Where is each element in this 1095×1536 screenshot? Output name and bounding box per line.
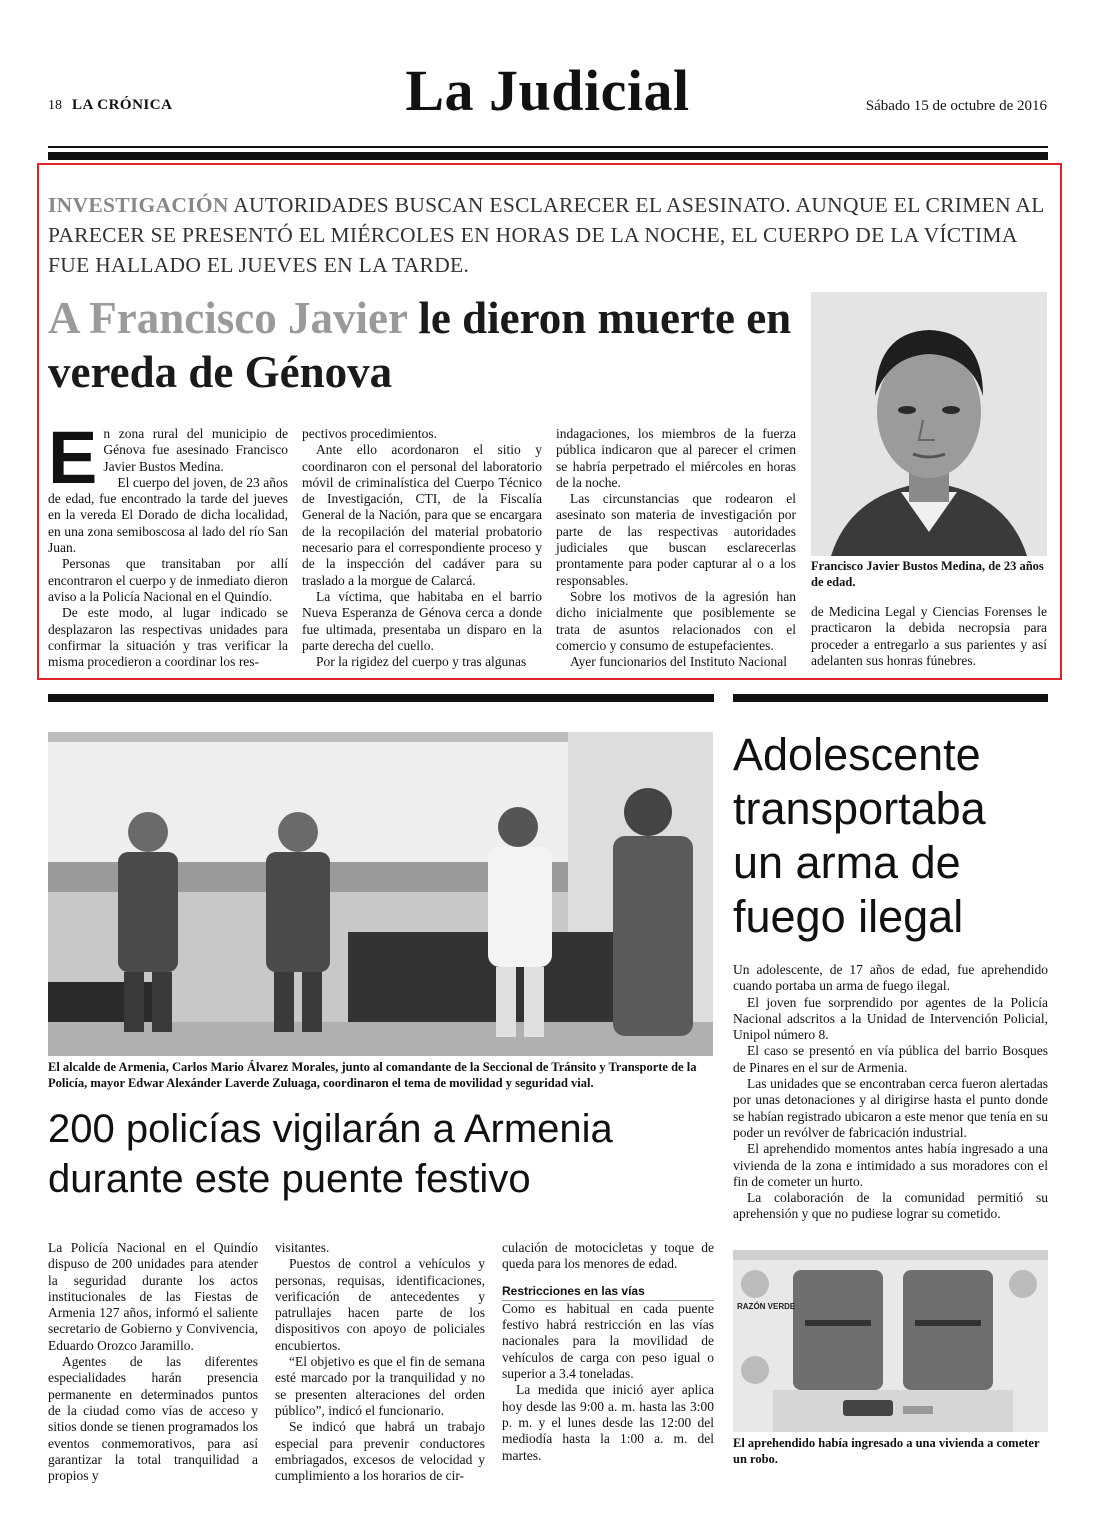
paragraph: “El objetivo es que el fin de semana esté marcado por la tranquilidad y no se presenten alteraciones del orden público”, indicó el funcionario. [275, 1354, 485, 1418]
article1-kicker [48, 190, 1048, 280]
paragraph: indagaciones, los miembros de la fuerza pública indicaron que al parecer el crimen se habría perpetrado el miércoles en horas de la noche. [556, 426, 796, 490]
paragraph: Las circunstancias que rodearon el asesinato son materia de investigación por parte de las respectivas autoridades judiciales que buscan esclarecerlas prontamente para poder capturar al o a los responsables. [556, 491, 796, 588]
paragraph: La medida que inició ayer aplica hoy desde las 9:00 a. m. hasta las 3:00 p. m. y el lunes desde las 12:00 del mediodía hasta la 1:00 a. m. del martes. [502, 1382, 714, 1463]
masthead-rule-thin [48, 146, 1048, 148]
article1-col1 [48, 416, 288, 670]
issue-date: Sábado 15 de octubre de 2016 [865, 98, 1047, 114]
meeting-photo-caption: El alcalde de Armenia, Carlos Mario Álvarez Morales, junto al comandante de la Seccional de Tránsito y Transporte de la Policía, mayor Edwar Alexánder Laverde Zuluaga, coordinaron el tema de movilidad y seguridad vial. [48, 1060, 697, 1090]
paragraph: El cuerpo del joven, de 23 años de edad, fue encontrado la tarde del jueves en la vereda El Dorado de dicha localidad, en una zona semiboscosa al lado del río San Juan. [48, 474, 288, 556]
paragraph: La Policía Nacional en el Quindío dispuso de 200 unidades para atender la seguridad durante los actos institucionales de las Fiestas de Armenia 127 años, informó el saliente secretario de Gobierno y Convivencia, Eduardo Orozco Jaramillo. [48, 1240, 258, 1353]
article1-headline [48, 291, 808, 399]
article1-col2 [302, 426, 542, 670]
paragraph: Sobre los motivos de la agresión han dicho inicialmente que posiblemente se trata de asuntos relacionados con el comercio y consumo de estupefacientes. [556, 588, 796, 653]
article1-col4 [811, 604, 1047, 669]
arrest-photo-caption: El aprehendido había ingresado a una vivienda a cometer un robo. [733, 1436, 1040, 1466]
victim-photo [811, 292, 1047, 556]
portrait-illustration [811, 292, 1047, 556]
paragraph: De este modo, al lugar indicado se desplazaron las respectivas unidades para confirmar la situación y tras verificar la misma procedieron a coordinar los res- [48, 605, 288, 670]
section-title: La Judicial [405, 58, 690, 123]
paragraph: Ante ello acordonaron el sitio y coordinaron con el personal del laboratorio móvil de criminalística del Cuerpo Técnico de Investigación, CTI, de la Fiscalía General de la Nación, para que se encargara de la recopilación del material probatorio necesario para el correspondiente proceso y de la inspección del cadáver para su traslado a la morgue de Calarcá. [302, 442, 542, 588]
paper-name: LA CRÓNICA [72, 97, 173, 113]
paragraph: Puestos de control a vehículos y personas, requisas, identificaciones, verificación de antecedentes y patrullajes hacen parte de los dispositivos con apoyo de policiales encubiertos. [275, 1256, 485, 1353]
paragraph: Por la rigidez del cuerpo y tras algunas [316, 654, 527, 670]
paragraph: La colaboración de la comunidad permitió su aprehensión y que no pudiese lograr su cometido. [733, 1190, 1048, 1222]
article2-col2 [275, 1240, 485, 1484]
dropcap: E [48, 416, 98, 499]
article3-headline: Adolescente transportaba un arma de fuego ilegal [733, 729, 986, 942]
article3-top-rule [733, 694, 1048, 702]
kicker-label: INVESTIGACIÓN [48, 193, 229, 217]
meeting-photo [48, 732, 713, 1056]
paragraph: Las unidades que se encontraban cerca fueron alertadas por unas detonaciones y al dirigirse hasta el punto donde se habían registrado ubicaron a este menor que tenía en su poder un revólver de fabricación industrial. [733, 1076, 1048, 1140]
article2-top-rule [48, 694, 714, 702]
kicker-text: AUTORIDADES BUSCAN ESCLARECER EL ASESINATO. AUNQUE EL CRIMEN AL PARECER SE PRESENTÓ EL MIÉRCOLES EN HORAS DE LA NOCHE, EL CUERPO DE LA VÍCTIMA FUE HALLADO EL JUEVES EN LA TARDE. [48, 193, 1044, 277]
headline-gray-part: A Francisco Javier [48, 293, 408, 343]
paragraph: El aprehendido momentos antes había ingresado a una vivienda de la zona e intimidado a sus moradores con el fin de cometer un hurto. [733, 1141, 1048, 1189]
headline-rest: le dieron muerte en vereda de Génova [48, 293, 792, 397]
paragraph: n zona rural del municipio de Génova fue asesinado Francisco Javier Bustos Medina. [103, 426, 288, 474]
paragraph: culación de motocicletas y toque de queda para los menores de edad. [502, 1240, 714, 1272]
victim-photo-caption: Francisco Javier Bustos Medina, de 23 años de edad. [811, 559, 1044, 589]
paragraph: Se indicó que habrá un trabajo especial para prevenir conductores embriagados, excesos de velocidad y cumplimiento a los horarios de cir- [275, 1419, 485, 1484]
article2-col1 [48, 1240, 258, 1484]
paragraph: El caso se presentó en vía pública del barrio Bosques de Pinares en el sur de Armenia. [733, 1043, 1048, 1075]
article3-body [733, 962, 1048, 1223]
paragraph: Personas que transitaban por allí encontraron el cuerpo y de inmediato dieron aviso a la Policía Nacional en el Quindío. [48, 556, 288, 604]
paragraph: visitantes. [275, 1240, 330, 1255]
paragraph: Ayer funcionarios del Instituto Nacional [570, 654, 787, 670]
paragraph: Como es habitual en cada puente festivo habrá restricción en las vías nacionales para la movilidad de vehículos de carga con peso igual o superior a 3.4 toneladas. [502, 1300, 714, 1382]
paragraph: Un adolescente, de 17 años de edad, fue aprehendido cuando portaba un arma de fuego ilegal. [733, 962, 1048, 994]
article1-col3 [556, 426, 796, 670]
section-subhead: Restricciones en las vías [502, 1283, 714, 1301]
paragraph: Agentes de las diferentes especialidades harán presencia permanente en determinados puntos de la ciudad como vías de acceso y sitios donde se tienen programados los eventos conmemorativos, para así garantizar la total tranquilidad a propios y [48, 1354, 258, 1484]
badge-text: RAZÓN VERDE [737, 1302, 796, 1311]
masthead-rule-thick [48, 152, 1048, 160]
article2-col3 [502, 1240, 714, 1464]
page-number: 18 [48, 98, 62, 113]
paragraph: El joven fue sorprendido por agentes de la Policía Nacional adscritos a la Unidad de Intervención Policial, Unipol número 8. [733, 994, 1048, 1043]
paragraph: de Medicina Legal y Ciencias Forenses le practicaron la debida necropsia para proceder a entregarlo a sus parientes y así adelanten sus honras fúnebres. [811, 604, 1047, 668]
paragraph: pectivos procedimientos. [302, 426, 437, 441]
meeting-illustration [48, 732, 713, 1056]
arrest-illustration [733, 1250, 1048, 1432]
paragraph: La víctima, que habitaba en el barrio Nueva Esperanza de Génova cerca a donde fue ultimada, presentaba un disparo en la parte derecha del cuello. [302, 588, 542, 653]
arrest-photo [733, 1250, 1048, 1432]
article2-headline: 200 policías vigilarán a Armenia durante este puente festivo [48, 1107, 613, 1201]
